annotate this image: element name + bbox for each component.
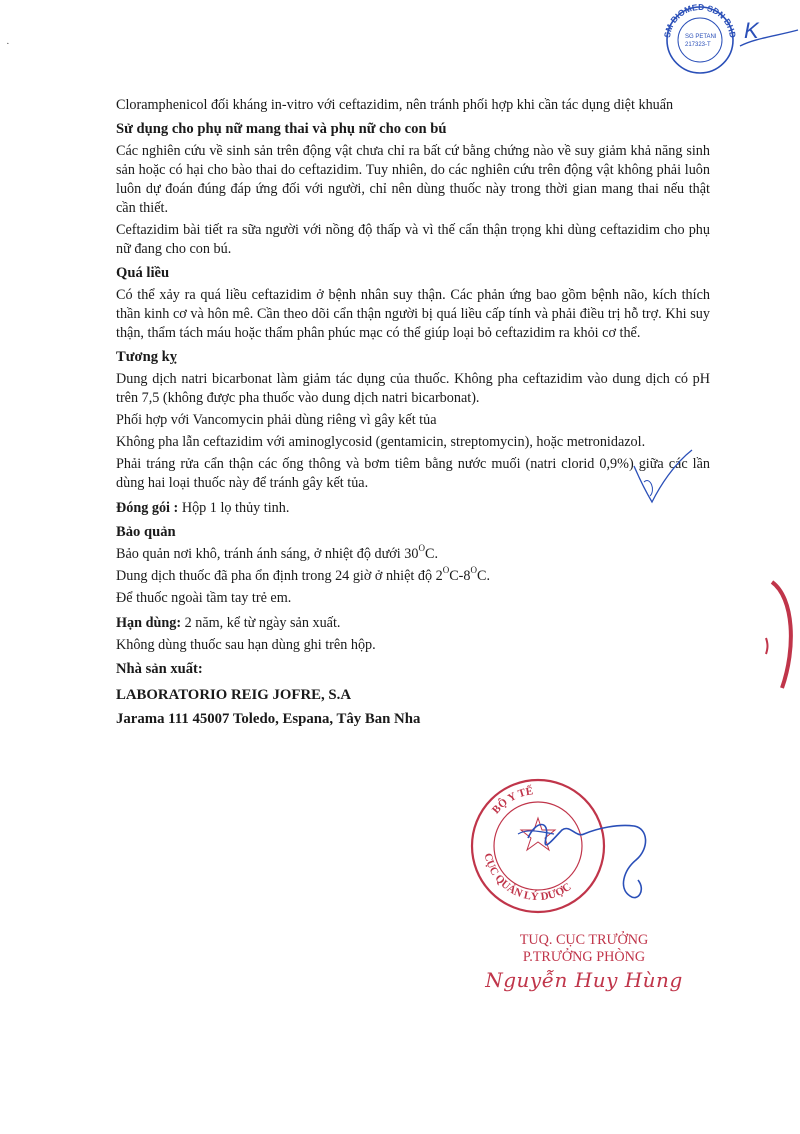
packaging-label: Đóng gói : [116,500,179,516]
pregnancy-paragraph-2: Ceftazidim bài tiết ra sữa người với nồng độ thấp và vì thế cẩn thận trọng khi dùng ceftazidim cho phụ nữ đang cho con bú. [116,222,710,257]
handwritten-check-mark [626,446,696,516]
packaging-value: Hộp 1 lọ thủy tinh. [178,500,290,516]
stamp-ring-bottom: CỤC QUẢN LÝ DƯỢC [481,851,574,904]
stamp-inner-text-1: SG PETANI [685,34,717,40]
pregnancy-heading: Sử dụng cho phụ nữ mang thai và phụ nữ cho con bú [116,121,447,137]
storage-line-2 [116,567,710,586]
initials-mark [736,8,800,64]
incompatibility-heading: Tương kỵ [116,349,178,365]
incompatibility-paragraph-4: Phải tráng rửa cẩn thận các ống thông và bơm tiêm bằng nước muối (natri clorid 0,9%) giữa các lần dùng hai loại thuốc này để tránh gây kết tủa. [116,456,710,491]
packaging-line [116,499,710,518]
storage-1-text: Bảo quản nơi khô, tránh ánh sáng, ở nhiệt độ dưới 30 [116,546,419,562]
official-signature-block [484,932,684,992]
expiry-label: Hạn dùng: [116,615,182,631]
manufacturer-address: Jarama 111 45007 Toledo, Espana, Tây Ban Nha [116,711,421,727]
incompatibility-paragraph-2: Phối hợp với Vancomycin phải dùng riêng vì gây kết tủa [116,412,437,428]
stamp-inner-text-2: 217323-T [685,42,711,48]
storage-2-unit: C. [476,568,490,584]
stamp-ring-text: SM BIOMED SDN BHD [662,1,738,39]
company-stamp [648,0,748,80]
overdose-heading: Quá liều [116,265,170,281]
storage-2-mid: C-8 [449,568,471,584]
expiry-note: Không dùng thuốc sau hạn dùng ghi trên hộp. [116,637,376,653]
official-title-line-2: P.TRƯỞNG PHÒNG [522,949,646,965]
official-title-line-1: TUQ. CỤC TRƯỞNG [519,932,649,948]
incompatibility-paragraph-1: Dung dịch natri bicarbonat làm giảm tác dụng của thuốc. Không pha ceftazidim vào dung dịch có pH trên 7,5 (không được pha thuốc vào dung dịch natri bicarbonat). [116,371,710,406]
manufacturer-name: LABORATORIO REIG JOFRE, S.A [116,687,352,703]
degree-sup: O [442,565,450,576]
official-stamp [458,768,668,918]
chloramphenicol-paragraph: Cloramphenicol đối kháng in-vitro với ceftazidim, nên tránh phối hợp khi cần tác dụng diệt khuẩn [116,97,674,113]
degree-sup: O [418,543,425,554]
expiry-line [116,614,710,633]
storage-line-3: Để thuốc ngoài tầm tay trẻ em. [116,590,292,606]
storage-1-unit: C. [424,546,438,562]
overdose-paragraph: Có thể xảy ra quá liều ceftazidim ở bệnh nhân suy thận. Các phản ứng bao gồm bệnh não, kích thích thần kinh cơ và hôn mê. Cần theo dõi cẩn thận người bị quá liều cấp tính và phải điều trị hỗ trợ. Khi suy thận, thẩm tách máu hoặc thẩm phân phúc mạc có thể giúp loại bỏ ceftazidim ra khỏi cơ thể. [116,287,710,341]
partial-red-stamp [742,578,800,698]
storage-line-1 [116,545,710,564]
manufacturer-heading: Nhà sản xuất: [116,661,203,677]
pregnancy-paragraph-1: Các nghiên cứu về sinh sản trên động vật chưa chỉ ra bất cứ bằng chứng nào về suy giảm khả năng sinh sản hoặc có hại cho bào thai do ceftazidim. Tuy nhiên, do các nghiên cứu trên động vật không phải luôn luôn dự đoán đúng đáp ứng đối với người, chỉ nên dùng thuốc này trong thời gian mang thai nếu thật cần thiết. [116,143,710,216]
expiry-value: 2 năm, kể từ ngày sản xuất. [181,615,341,631]
margin-mark: · [6,38,10,50]
degree-sup: O [470,565,477,576]
stamp-ring-top: BỘ Y TẾ [489,785,534,817]
storage-heading: Bảo quản [116,524,176,540]
storage-2-text: Dung dịch thuốc đã pha ổn định trong 24 giờ ở nhiệt độ 2 [116,568,443,584]
initials-k: K [744,18,759,43]
official-name-signature: Nguyễn Huy Hùng [485,968,683,992]
incompatibility-paragraph-3: Không pha lẫn ceftazidim với aminoglycosid (gentamicin, streptomycin), hoặc metronidazol. [116,434,646,450]
document-body [116,96,710,731]
